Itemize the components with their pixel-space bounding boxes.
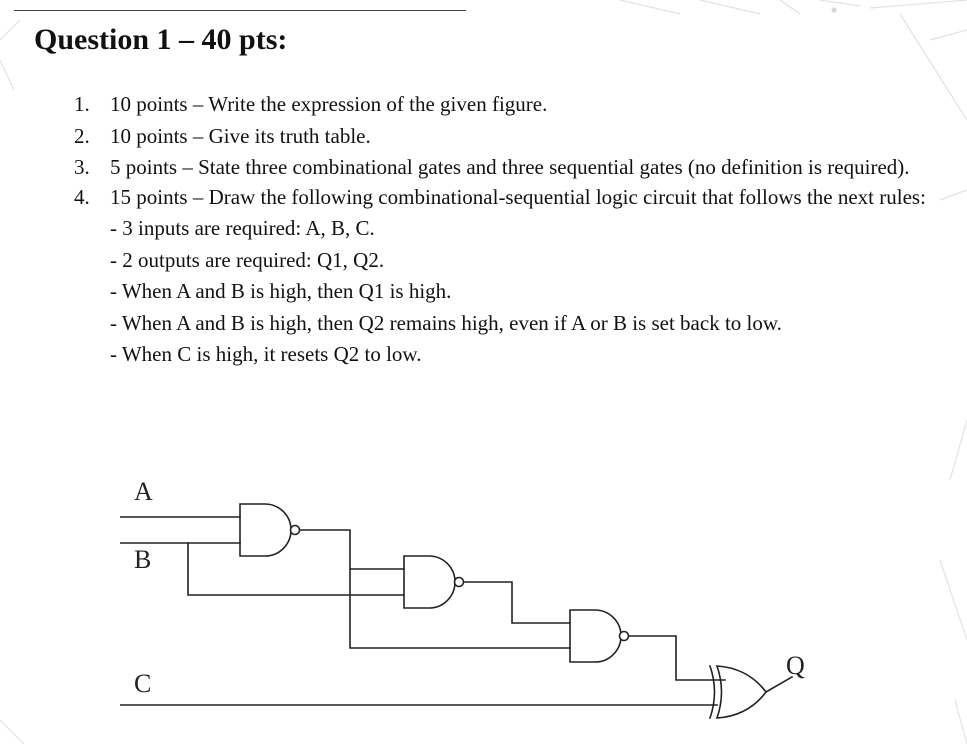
rule-item-1: - 3 inputs are required: A, B, C. bbox=[110, 216, 375, 240]
question-text-4: 15 points – Draw the following combinational-sequential logic circuit that follows the next rules: bbox=[110, 185, 926, 209]
rule-item-4: - When A and B is high, then Q2 remains high, even if A or B is set back to low. bbox=[110, 310, 782, 335]
wire-gate3-to-or bbox=[627, 636, 725, 680]
or-gate bbox=[717, 666, 766, 718]
label-a: A bbox=[134, 477, 153, 506]
wire-gate2-to-gate3 bbox=[462, 582, 570, 623]
question-text-1: 10 points – Write the expression of the given figure. bbox=[110, 92, 548, 116]
question-number-4: 4. bbox=[74, 185, 90, 209]
label-b: B bbox=[134, 545, 152, 574]
question-number-3: 3. bbox=[74, 155, 90, 179]
nand-gate-1 bbox=[240, 504, 291, 556]
rule-item-3: - When A and B is high, then Q1 is high. bbox=[110, 279, 452, 303]
question-title: Question 1 – 40 pts: bbox=[34, 23, 288, 56]
rule-item-5: - When C is high, it resets Q2 to low. bbox=[110, 342, 422, 366]
label-c: C bbox=[134, 669, 152, 698]
nand-gate-3 bbox=[570, 610, 621, 662]
question-item-3 bbox=[74, 153, 954, 181]
question-number-1: 1. bbox=[74, 92, 90, 116]
nand-gate-2-bubble bbox=[455, 578, 464, 587]
question-list bbox=[74, 88, 954, 371]
nand-gate-2 bbox=[404, 556, 455, 608]
question-number-2: 2. bbox=[74, 124, 90, 148]
top-rule-divider bbox=[14, 10, 466, 11]
question-item-2 bbox=[74, 120, 954, 152]
label-q: Q bbox=[786, 651, 805, 680]
nand-gate-3-bubble bbox=[620, 632, 629, 641]
question-item-1 bbox=[74, 88, 954, 120]
rule-item-2: - 2 outputs are required: Q1, Q2. bbox=[110, 247, 385, 272]
nand-gate-1-bubble bbox=[291, 526, 300, 535]
logic-circuit-figure bbox=[120, 470, 840, 730]
question-item-4 bbox=[74, 181, 954, 371]
wire-gate1-to-gate2 bbox=[298, 530, 404, 569]
question-text-3: 5 points – State three combinational gates and three sequential gates (no definition is required). bbox=[110, 155, 910, 179]
question-text-2: 10 points – Give its truth table. bbox=[110, 124, 371, 148]
or-gate-front-line bbox=[710, 666, 715, 718]
rules-list bbox=[110, 213, 954, 371]
